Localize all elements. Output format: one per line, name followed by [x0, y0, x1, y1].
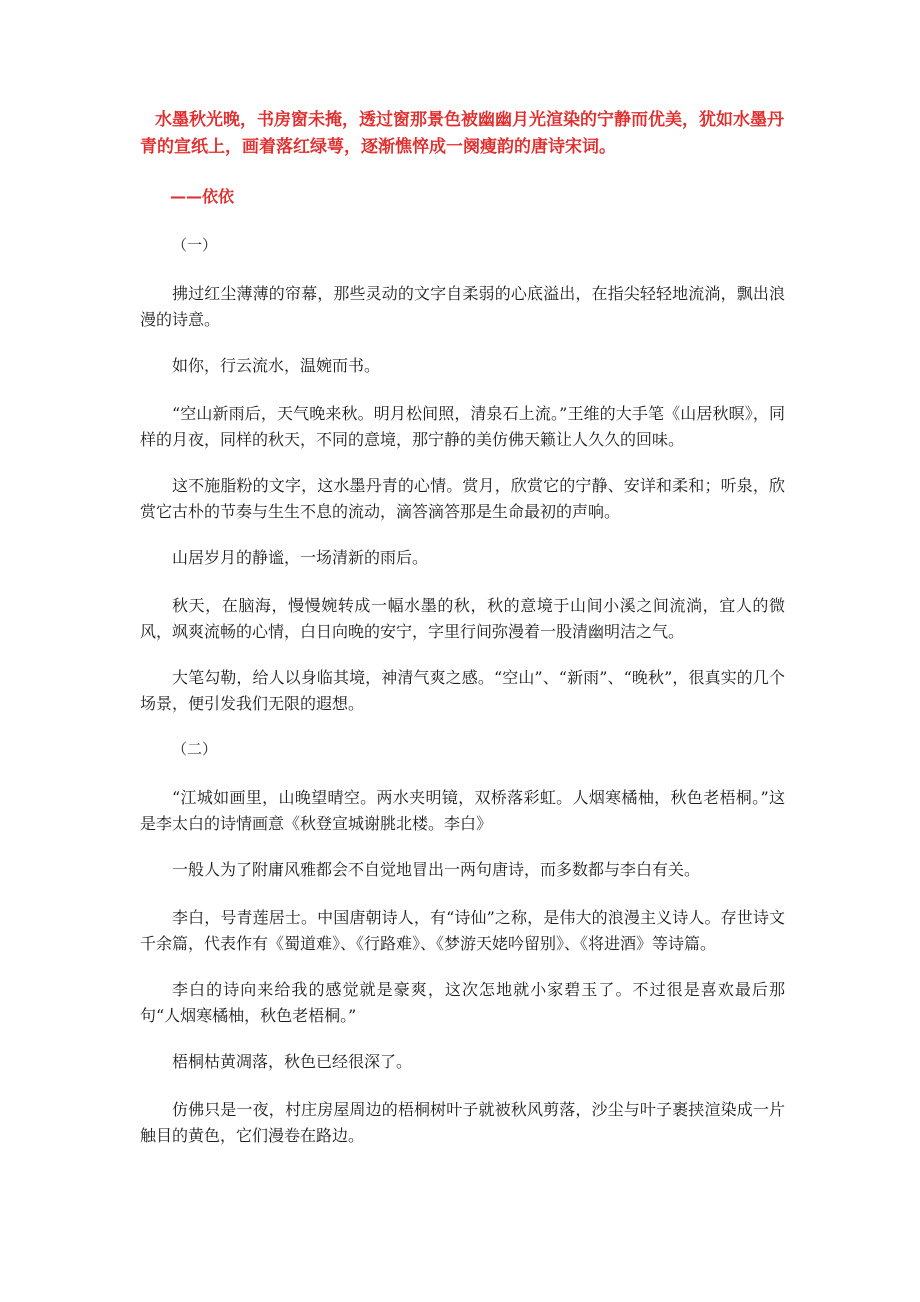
paragraph: 大笔勾勒，给人以身临其境，神清气爽之感。“空山”、“新雨”、“晚秋”，很真实的几个场景，便引发我们无限的遐想。 — [140, 668, 785, 713]
paragraph: 李白的诗向来给我的感觉就是豪爽，这次怎地就小家碧玉了。不过很是喜欢最后那句“人烟寒橘柚，秋色老梧桐。” — [140, 980, 785, 1025]
section-marker-two: （二） — [172, 740, 218, 758]
paragraph: “江城如画里，山晚望晴空。两水夹明镜，双桥落彩虹。人烟寒橘柚，秋色老梧桐。”这是李太白的诗情画意《秋登宣城谢朓北楼。李白》 — [140, 788, 785, 833]
paragraph: “空山新雨后，天气晚来秋。明月松间照，清泉石上流。”王维的大手笔《山居秋暝》，同样的月夜，同样的秋天，不同的意境，那宁静的美仿佛天籁让人久久的回味。 — [140, 404, 785, 449]
paragraph: 李白，号青莲居士。中国唐朝诗人，有“诗仙”之称，是伟大的浪漫主义诗人。存世诗文千余篇，代表作有《蜀道难》、《行路难》、《梦游天姥吟留别》、《将进酒》等诗篇。 — [140, 908, 785, 953]
section-marker-one: （一） — [172, 236, 218, 254]
paragraph: 秋天，在脑海，慢慢婉转成一幅水墨的秋，秋的意境于山间小溪之间流淌，宜人的微风，飒爽流畅的心情，白日向晚的安宁，字里行间弥漫着一股清幽明洁之气。 — [140, 596, 785, 641]
paragraph: 这不施脂粉的文字，这水墨丹青的心情。赏月，欣赏它的宁静、安详和柔和；听泉，欣赏它古朴的节奏与生生不息的流动，滴答滴答那是生命最初的声响。 — [140, 476, 785, 521]
paragraph: 拂过红尘薄薄的帘幕，那些灵动的文字自柔弱的心底溢出，在指尖轻轻地流淌，飘出浪漫的诗意。 — [140, 284, 785, 329]
paragraph: 山居岁月的静谧，一场清新的雨后。 — [172, 548, 429, 567]
paragraph: 仿佛只是一夜，村庄房屋周边的梧桐树叶子就被秋风剪落，沙尘与叶子裹挟渲染成一片触目的黄色，它们漫卷在路边。 — [140, 1100, 785, 1145]
epigraph-author: ——依依 — [170, 187, 235, 206]
paragraph: 如你，行云流水，温婉而书。 — [172, 356, 381, 375]
epigraph: 水墨秋光晚，书房窗未掩，透过窗那景色被幽幽月光渲染的宁静而优美，犹如水墨丹青的宣纸上，画着落红绿萼，逐渐憔悴成一阕瘦韵的唐诗宋词。 — [140, 110, 784, 157]
paragraph: 一般人为了附庸风雅都会不自觉地冒出一两句唐诗，而多数都与李白有关。 — [172, 860, 701, 879]
paragraph: 梧桐枯黄凋落，秋色已经很深了。 — [172, 1052, 413, 1071]
